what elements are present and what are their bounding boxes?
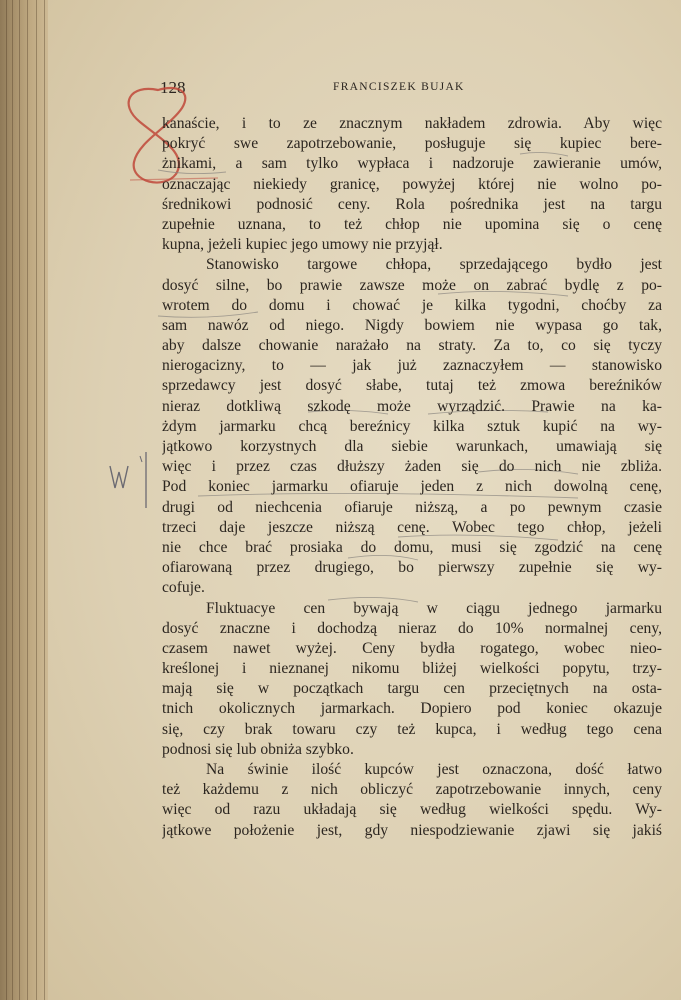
book-binding-gutter bbox=[0, 0, 48, 1000]
text-line: czasem nawet wyżej. Ceny bydła rogatego, wobec nieo- bbox=[162, 639, 662, 657]
text-line: dosyć silne, bo prawie zawsze może on zabrać bydlę z po- bbox=[162, 276, 662, 294]
text-line: kanaście, i to ze znacznym nakładem zdrowia. Aby więc bbox=[162, 115, 662, 132]
text-line: średnikowi podnosić ceny. Rola pośrednika jest na targu bbox=[162, 195, 662, 213]
page-header bbox=[48, 78, 681, 100]
text-line: kreślonej i nieznanej nikomu bliżej wielkości popytu, trzy- bbox=[162, 660, 662, 678]
text-line: mają się w początkach targu cen przeciętnych na osta- bbox=[162, 680, 662, 698]
text-line: Pod koniec jarmarku ofiaruje jeden z nich dowolną cenę, bbox=[162, 478, 662, 496]
text-line: dosyć znaczne i dochodzą nieraz do 10% normalnej ceny, bbox=[162, 619, 662, 637]
text-line: nierogacizny, to — jak już zaznaczyłem — stanowisko bbox=[162, 357, 662, 375]
text-line: się, czy brak towaru czy też kupca, i według tego cena bbox=[162, 720, 662, 738]
text-line: też każdemu z nich obliczyć zapotrzebowanie innych, ceny bbox=[162, 781, 662, 799]
page-number: 128 bbox=[160, 78, 186, 97]
text-line: zupełnie uznana, to też chłop nie upomina się o cenę bbox=[162, 215, 662, 233]
text-line: tnich okolicznych jarmarkach. Dopiero pod koniec okazuje bbox=[162, 700, 662, 718]
text-line: ofiarowaną przez drugiego, bo pierwszy zupełnie się wy- bbox=[162, 559, 662, 577]
running-head: FRANCISZEK BUJAK bbox=[333, 81, 465, 93]
text-line: więc i przez czas dłuższy żaden się do nich nie zbliża. bbox=[162, 458, 662, 476]
book-page bbox=[48, 0, 681, 1000]
text-line: wrotem do domu i chować je kilka tygodni, choćby za bbox=[162, 296, 662, 314]
text-line: oznaczając niekiedy granicę, powyżej której nie wolno po- bbox=[162, 175, 662, 193]
text-line: cofuje. bbox=[162, 579, 205, 597]
text-line: sprzedawcy jest dosyć słabe, tutaj też zmowa bereźników bbox=[162, 377, 662, 395]
text-line: żdym jarmarku chcą bereźnicy kilka sztuk kupić na wy- bbox=[162, 417, 662, 435]
text-line: jątkowe położenie jest, gdy niespodziewanie zjawi się jakiś bbox=[162, 821, 662, 839]
body-text bbox=[162, 114, 662, 841]
text-line: Stanowisko targowe chłopa, sprzedającego bydło jest bbox=[206, 256, 662, 274]
text-line: podnosi się lub obniża szybko. bbox=[162, 740, 354, 758]
text-line: Fluktuacye cen bywają w ciągu jednego jarmarku bbox=[206, 599, 662, 617]
text-line: drugi od niechcenia ofiaruje niższą, a po pewnym czasie bbox=[162, 498, 662, 516]
text-line: nie chce brać prosiaka do domu, musi się zgodzić na cenę bbox=[162, 538, 662, 556]
pencil-side-note bbox=[106, 448, 166, 518]
text-line: aby dalsze chowanie narażało na straty. Za to, co się tyczy bbox=[162, 337, 662, 355]
text-line: nieraz dotkliwą szkodę może wyrządzić. Prawie na ka- bbox=[162, 397, 662, 415]
text-line: więc od razu układają się według wielkości spędu. Wy- bbox=[162, 801, 662, 819]
text-line: jątkowo korzystnych dla siebie warunkach, umawiają się bbox=[162, 438, 662, 455]
text-line: pokryć swe zapotrzebowanie, posługuje się kupiec bere- bbox=[162, 135, 662, 153]
text-line: trzeci daje jeszcze niższą cenę. Wobec tego chłop, jeżeli bbox=[162, 518, 662, 536]
text-line: żnikami, a sam tylko wypłaca i nadzoruje zawieranie umów, bbox=[162, 155, 662, 173]
text-line: sam nawóz od niego. Nigdy bowiem nie wypasa go tak, bbox=[162, 316, 662, 334]
text-line: kupna, jeżeli kupiec jego umowy nie przyjął. bbox=[162, 236, 443, 254]
text-line: Na świnie ilość kupców jest oznaczona, dość łatwo bbox=[206, 761, 662, 778]
